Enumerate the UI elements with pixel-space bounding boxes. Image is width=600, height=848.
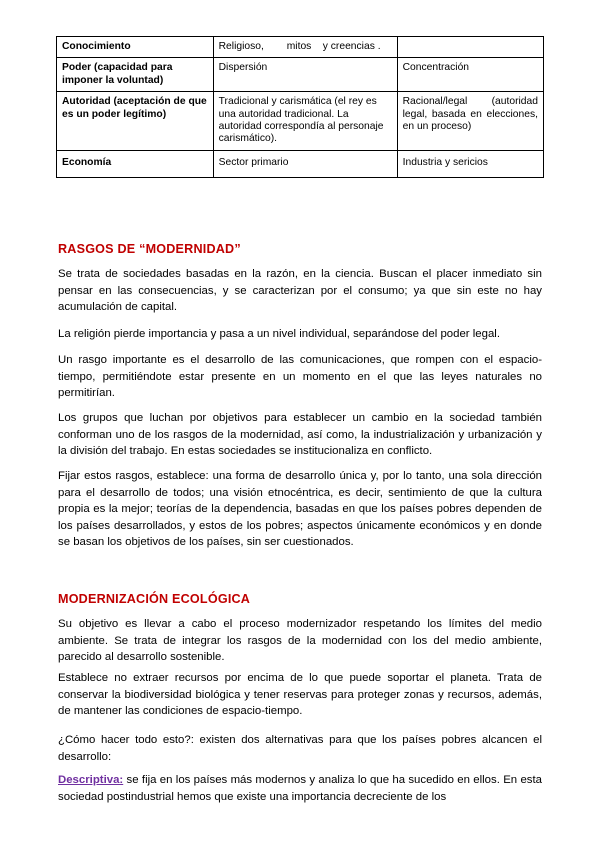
table-cell-label: Conocimiento (57, 37, 214, 58)
paragraph-text: se fija en los países más modernos y analiza lo que ha sucedido en ellos. En esta sociedad postindustrial hemos que existe una importancia decreciente de los (58, 774, 542, 803)
table-cell-label: Autoridad (aceptación de que es un poder legítimo) (57, 92, 214, 151)
table-cell: Religioso, mitos y creencias . (213, 37, 397, 58)
table-cell: Racional/legal (autoridad legal, basada en elecciones, en un proceso) (397, 92, 543, 151)
paragraph: Establece no extraer recursos por encima de lo que puede soportar el planeta. Trata de conservar la biodiversidad biológica y tener reservas para proteger zonas y recursos, además, de mantener las condiciones de espacio-tiempo. (58, 672, 542, 718)
section-heading-modernidad: RASGOS DE “MODERNIDAD” (58, 242, 241, 256)
table-row (57, 92, 544, 151)
table-cell-label: Poder (capacidad para imponer la voluntad) (57, 58, 214, 92)
section-heading-modernizacion-ecologica: MODERNIZACIÓN ECOLÓGICA (58, 592, 251, 606)
table-cell: Sector primario (213, 150, 397, 177)
paragraph: Su objetivo es llevar a cabo el proceso modernizador respetando los límites del medio ambiente. Se trata de integrar los rasgos de la modernidad con los del medio ambiente, parecido al desarrollo sostenible. (58, 618, 542, 664)
table-row (57, 58, 544, 92)
table-cell: Dispersión (213, 58, 397, 92)
table-cell: Tradicional y carismática (el rey es una autoridad tradicional. La autoridad correspondía al personaje carismático). (213, 92, 397, 151)
table-cell (397, 37, 543, 58)
paragraph: Los grupos que luchan por objetivos para establecer un cambio en la sociedad también conforman uno de los rasgos de la modernidad, así como, la industrialización y urbanización y la división del trabajo. En estas sociedades se institucionaliza en conflicto. (58, 412, 542, 458)
table-cell: Concentración (397, 58, 543, 92)
table-row (57, 37, 544, 58)
comparison-table (56, 36, 544, 178)
term-descriptiva: Descriptiva: (58, 774, 124, 786)
table-cell-label: Economía (57, 150, 214, 177)
paragraph: ¿Cómo hacer todo esto?: existen dos alternativas para que los países pobres alcancen el desarrollo: (58, 734, 542, 763)
table-cell: Industria y sericios (397, 150, 543, 177)
paragraph: Se trata de sociedades basadas en la razón, en la ciencia. Buscan el placer inmediato sin pensar en las consecuencias, y se caracterizan por el consumo; ya que sin este no hay acumulación de capital. (58, 268, 542, 314)
paragraph: La religión pierde importancia y pasa a un nivel individual, separándose del poder legal. (58, 328, 500, 340)
paragraph: Un rasgo importante es el desarrollo de las comunicaciones, que rompen con el espacio-tiempo, permitiéndote estar presente en un momento en el que las leyes naturales no permitirían. (58, 354, 542, 400)
table-row (57, 150, 544, 177)
paragraph (58, 772, 542, 805)
paragraph: Fijar estos rasgos, establece: una forma de desarrollo única y, por lo tanto, una sola dirección para el desarrollo de todos; una visión etnocéntrica, es decir, sentimiento de que la cultura propia es la mejor; teorías de la dependencia, basadas en que los países pobres dependen de los países desarrollados, y estos de los pobres; aspectos únicamente económicos y en donde se basan los objetivos de los países, sin ser cuestionados. (58, 470, 542, 549)
